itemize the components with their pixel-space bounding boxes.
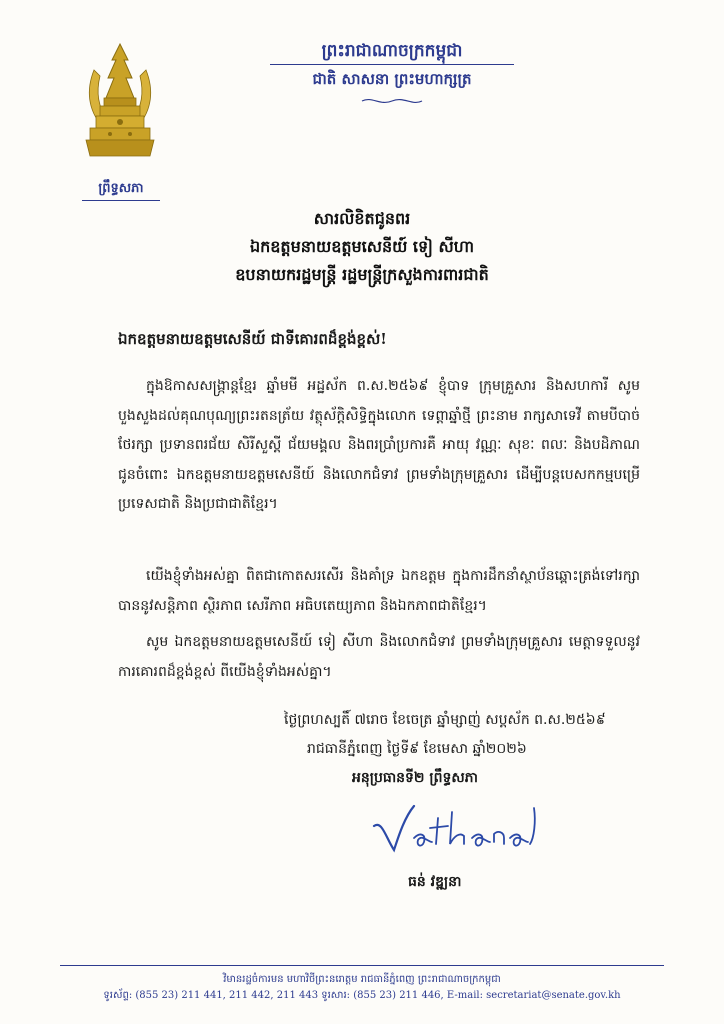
senate-emblem-icon — [80, 40, 160, 165]
signer-position: អនុប្រធានទី២ ព្រឹទ្ធសភា — [352, 770, 479, 786]
salutation: ឯកឧត្តមនាយឧត្តមសេនីយ៍ ជាទីគោរពដ៏ខ្ពង់ខ្ពស់! — [118, 330, 387, 348]
body-paragraph-1: ក្នុងឱកាសសង្ក្រាន្តខ្មែរ ឆ្នាំមមី អដ្ឋស័ក ព.ស.២៥៦៩ ខ្ញុំបាទ ក្រុមគ្រួសារ និងសហការី សូមបួងសួងដល់គុណបុណ្យព្រះរតនត្រ័យ វត្ថុស័ក្តិសិទ្ធិក្នុងលោក ទេព្តាឆ្នាំថ្មី ព្រះនាម រាក្សសាទេវី តាមបីបាច់ថែរក្សា ប្រទានពរជ័យ សិរីសួស្តី ជ័យមង្គល និងពរប្រាំប្រការគឺ អាយុ វណ្ណៈ សុខៈ ពលៈ និងបដិភាណ ជូនចំពោះ ឯកឧត្តមនាយឧត្តមសេនីយ៍ និងលោកជំទាវ ព្រមទាំងក្រុមគ្រួសារ ដើម្បីបន្តបេសកកម្មបម្រើប្រទេសជាតិ និងប្រជាជាតិខ្មែរ។ — [118, 378, 640, 512]
institution-underline — [82, 200, 160, 201]
footer-divider — [60, 965, 664, 966]
ornament-divider-icon — [360, 96, 424, 106]
footer-contact: ទូរស័ព្ទ: (855 23) 211 441, 211 442, 211 443 ទូរសារ: (855 23) 211 446, E-mail: secretariat@senate.gov.kh — [103, 990, 621, 1001]
signer-name: ធន់ វឌ្ឍនា — [408, 874, 462, 890]
body-paragraph-2: យើងខ្ញុំទាំងអស់គ្នា ពិតជាកោតសរសើរ និងគាំទ្រ ឯកឧត្តម ក្នុងការដឹកនាំស្ថាប័នឆ្ពោះត្រង់ទៅរក្សាបាននូវសន្តិភាព ស្ថិរភាព សេរីភាព អធិបតេយ្យភាព និងឯកភាពជាតិខ្មែរ។ — [118, 568, 640, 614]
letter-title: សារលិខិតជូនពរ — [313, 209, 411, 228]
national-motto: ជាតិ សាសនា ព្រះមហាក្សត្រ — [312, 70, 472, 88]
recipient-name: ឯកឧត្តមនាយឧត្តមសេនីយ៍ ទៀ សីហា — [249, 237, 475, 256]
kingdom-underline — [270, 64, 514, 65]
body-paragraph-3: សូម ឯកឧត្តមនាយឧត្តមសេនីយ៍ ទៀ សីហា និងលោកជំទាវ ព្រមទាំងក្រុមគ្រួសារ មេត្តាទទួលនូវការគោរពដ៏ខ្ពង់ខ្ពស់ ពីយើងខ្ញុំទាំងអស់គ្នា។ — [118, 634, 640, 680]
lunar-date: ថ្ងៃព្រហស្បតិ៍ ៧រោច ខែចេត្រ ឆ្នាំម្សាញ់ សប្តស័ក ព.ស.២៥៦៩ — [284, 712, 606, 728]
handwritten-signature — [368, 798, 548, 862]
signature-text: Vathana — [368, 798, 373, 799]
recipient-position: ឧបនាយករដ្ឋមន្ត្រី រដ្ឋមន្ត្រីក្រសួងការពារជាតិ — [235, 265, 489, 284]
kingdom-name: ព្រះរាជាណាចក្រកម្ពុជា — [321, 41, 463, 61]
solar-date: រាជធានីភ្នំពេញ ថ្ងៃទី៩ ខែមេសា ឆ្នាំ២០២៦ — [307, 741, 527, 757]
footer-address: វិមានរដ្ឋចំការមន មហាវិថីព្រះនរោត្តម រាជធានីភ្នំពេញ ព្រះរាជាណាចក្រកម្ពុជា — [223, 974, 501, 985]
institution-name: ព្រឹទ្ធសភា — [98, 181, 144, 196]
